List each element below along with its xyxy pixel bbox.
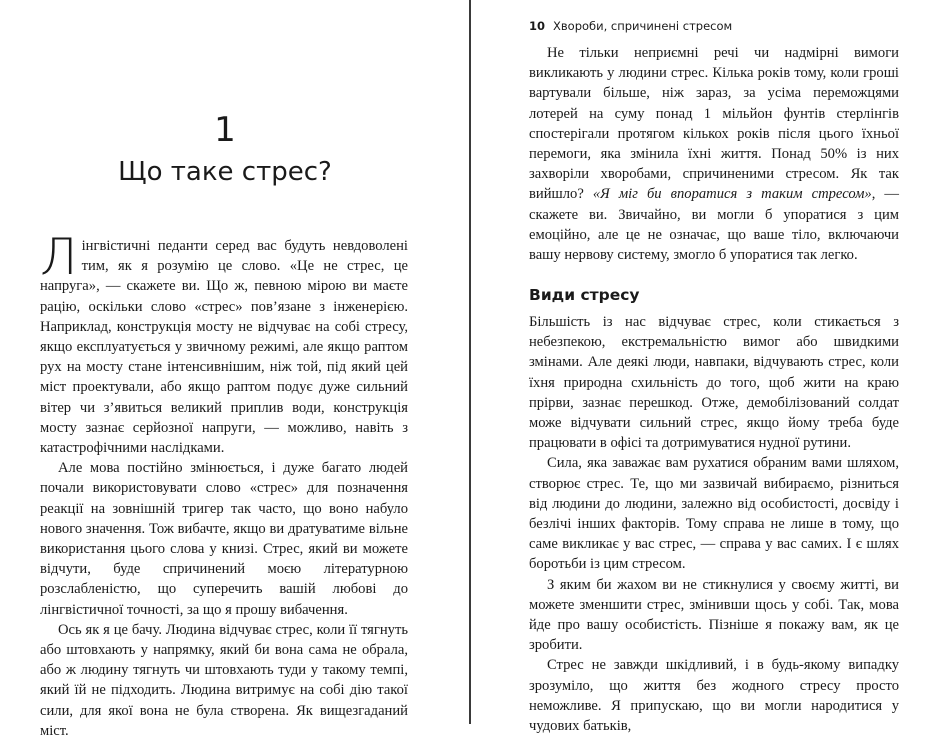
left-page	[0, 0, 469, 739]
paragraph-text: інгвістичні педанти серед вас будуть невдоволені тим, як я розумію це слово. «Це не стрес, це напруга», — скажете ви. Що ж, певною мірою ви маєте рацію, оскільки слово «стрес» пов’язане з інженерією. Наприклад, конструкція мосту не відчуває на собі стресу, якщо експлуатується у звичному режимі, але якщо раптом рух на мосту стане інтенсивнішим, ніж той, під який цей міст проектували, або якщо раптом подує дуже сильний вітер чи з’явиться великий приплив води, конструкція мосту зазнає серйозної напруги, — можливо, навіть з катастрофічними наслідками.	[40, 238, 408, 457]
page-number: 10	[529, 19, 546, 33]
right-intro-text	[529, 43, 899, 265]
running-head-title: Хвороби, спричинені стресом	[553, 19, 733, 33]
left-body-text	[40, 228, 408, 741]
chapter-number: 1	[214, 110, 236, 150]
paragraph: З яким би жахом ви не стикнулися у своєму житті, ви можете зменшити стрес, змінивши щось у собі. Так, мова йде про вашу особистість. Пізніше я покажу вам, як це зробити.	[529, 576, 899, 654]
italic-quote: «Я міг би впоратися з таким стресом»	[592, 186, 872, 203]
drop-cap: Л	[40, 228, 78, 286]
paragraph-text: , — скажете ви. Звичайно, ви могли б упоратися з цим емоційно, але це не означає, що ваше тіло, включаючи вашу нервову систему, змогло б упоратися так легко.	[529, 186, 899, 264]
paragraph: Стрес не завжди шкідливий, і в будь-якому випадку зрозуміло, що життя без жодного стресу просто неможливе. Я припускаю, що ви могли народитися у чудових батьків,	[529, 657, 899, 735]
paragraph	[529, 43, 899, 265]
paragraph: Але мова постійно змінюється, і дуже багато людей почали використовувати слово «стрес» для позначення реакції на зовнішній тригер так часто, що воно набуло нового значення. Тож вибачте, якщо ви дратуватиме вільне використання цього слова у книзі. Стрес, який ви можете відчути, буде спричинений моєю літературною розслабленістю, що суперечить вашій любові до лінгвістичної точності, за що я прошу вибачення.	[40, 460, 408, 618]
paragraph: Більшість із нас відчуває стрес, коли стикається з небезпекою, екстремальністю вимог або швидкими змінами. Але деякі люди, навпаки, відчувають стрес, коли їхня природна схильність до того, щоб жити на краю прірви, зазнає перешкод. Отже, демобілізований солдат може відчувати сильний стрес, якщо йому треба буде працювати в офісі та дотримуватися нудної рутини.	[529, 314, 899, 452]
right-body-text	[529, 312, 899, 736]
running-head	[529, 18, 732, 34]
chapter-title: Що таке стрес?	[118, 157, 332, 187]
section-heading: Види стресу	[529, 286, 640, 304]
paragraph	[40, 228, 408, 458]
paragraph-text: Не тільки неприємні речі чи надмірні вимоги викликають у людини стрес. Кілька років тому, коли гроші вартували більше, ніж зараз, за усіма переможцями лотерей на суму понад 1 мільйон фунтів стерлінгів спостерігали протягом кількох років після цього їхньої перемоги, яка змінила їхні життя. Понад 50% із них захворіли хворобами, спричиненими стресом. Як так вийшло?	[529, 45, 899, 203]
paragraph: Ось як я це бачу. Людина відчуває стрес, коли її тягнуть або штовхають у напрямку, який би вона сама не обрала, або ж людину тягнуть чи штовхають туди у такому темпі, який їй не підходить. Людина витримує на собі дію такої сили, для якої вона не була створена. Як вищезгаданий міст.	[40, 621, 408, 739]
paragraph: Сила, яка заважає вам рухатися обраним вами шляхом, створює стрес. Те, що ми зазвичай вибираємо, різниться від людини до людини, залежно від особистості, досвіду і безлічі інших факторів. Тому справа не лише в тому, що саме викликає у вас стрес, — справа у вас самих. І є шлях боротьби із цим стресом.	[529, 455, 899, 573]
